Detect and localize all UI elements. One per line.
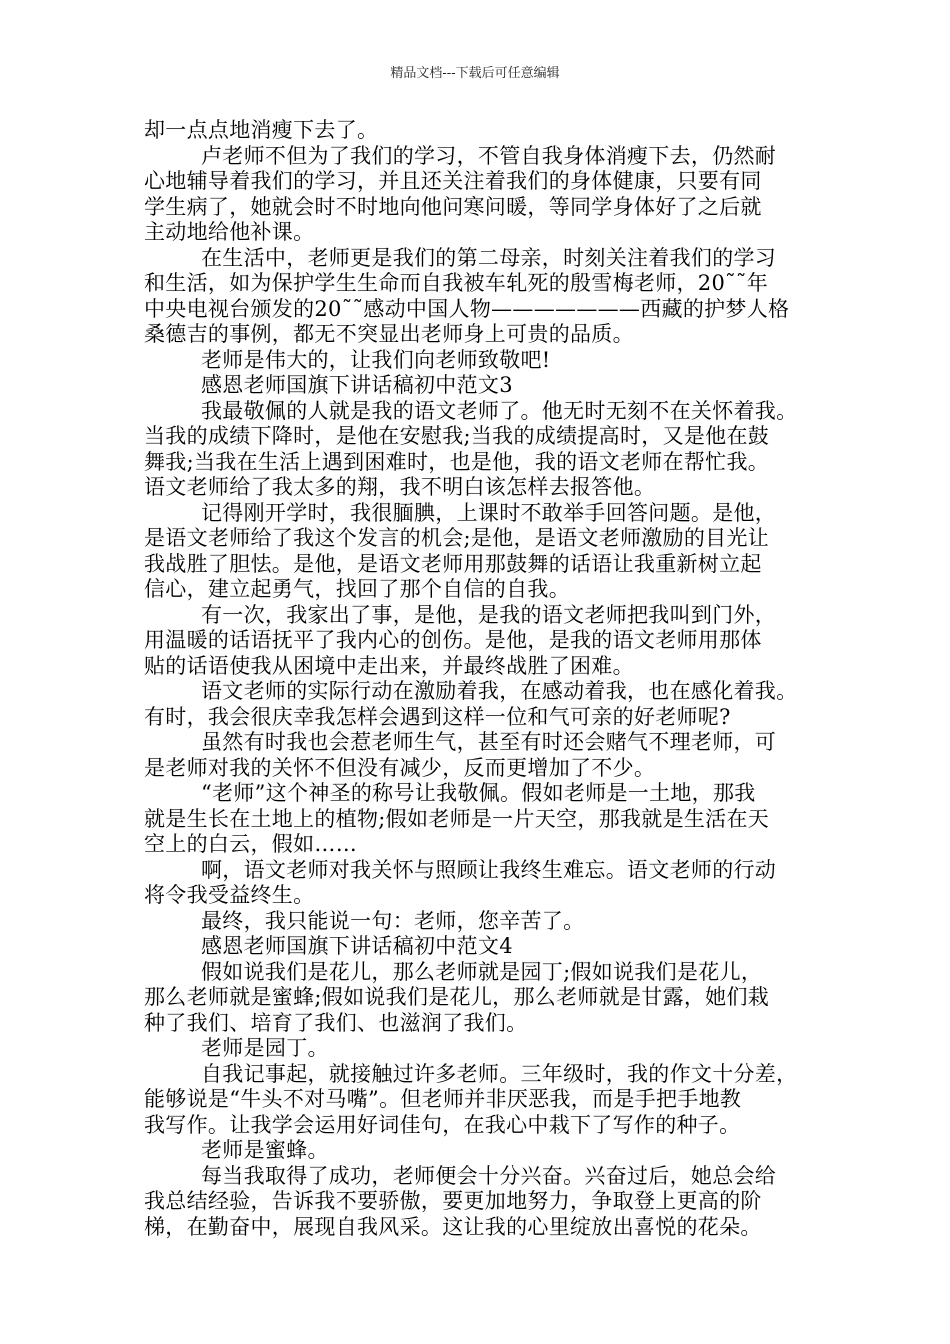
text-line: 种了我们、培育了我们、也滋润了我们。 xyxy=(144,1010,528,1035)
text-line: 就是生长在土地上的植物;假如老师是一片天空，那我就是生活在天 xyxy=(144,806,770,831)
text-line: 虽然有时我也会惹老师生气，甚至有时还会赌气不理老师，可 xyxy=(201,730,777,754)
page-header: 精品文档---下载后可任意编辑 xyxy=(390,66,560,81)
text-line: 中央电视台颁发的20˜˜感动中国人物———————西藏的护梦人格 xyxy=(144,296,790,321)
text-line: 在生活中，老师更是我们的第二母亲，时刻关注着我们的学习 xyxy=(201,245,777,270)
text-line: 和生活，如为保护学生生命而自我被车轧死的殷雪梅老师，20˜˜年 xyxy=(144,271,769,295)
text-line: 语文老师给了我太多的翔，我不明白该怎样去报答他。 xyxy=(144,475,656,499)
text-line: 学生病了，她就会时不时地向他问寒问暖，等同学身体好了之后就 xyxy=(144,194,762,219)
text-line: 有一次，我家出了事，是他，是我的语文老师把我叫到门外， xyxy=(201,602,777,627)
text-line: 用温暖的话语抚平了我内心的创伤。是他，是我的语文老师用那体 xyxy=(144,628,762,652)
text-line: 假如说我们是花儿，那么老师就是园丁;假如说我们是花儿， xyxy=(201,959,763,984)
text-line: 我最敬佩的人就是我的语文老师了。他无时无刻不在关怀着我。 xyxy=(201,398,798,423)
text-line: 感恩老师国旗下讲话稿初中范文4 xyxy=(201,934,513,958)
text-line: 自我记事起，就接触过许多老师。三年级时，我的作文十分差， xyxy=(201,1061,798,1086)
text-line: 语文老师的实际行动在激励着我，在感动着我，也在感化着我。 xyxy=(201,679,798,703)
text-line: 能够说是“牛头不对马嘴”。但老师并非厌恶我，而是手把手地教 xyxy=(144,1087,742,1111)
text-line: 桑德吉的事例，都无不突显出老师身上可贵的品质。 xyxy=(144,322,634,346)
text-line: 最终，我只能说一句：老师，您辛苦了。 xyxy=(201,908,585,933)
text-line: 啊，语文老师对我关怀与照顾让我终生难忘。语文老师的行动 xyxy=(201,857,777,882)
text-line: 将令我受益终生。 xyxy=(144,883,315,907)
text-line: 我写作。让我学会运用好词佳句，在我心中栽下了写作的种子。 xyxy=(144,1112,741,1137)
text-line: 是语文老师给了我这个发言的机会;是他，是语文老师激励的目光让 xyxy=(144,526,770,550)
text-line: 感恩老师国旗下讲话稿初中范文3 xyxy=(201,373,513,397)
text-line: 当我的成绩下降时，是他在安慰我;当我的成绩提高时，又是他在鼓 xyxy=(144,424,770,448)
text-line: “老师”这个神圣的称号让我敬佩。假如老师是一土地，那我 xyxy=(201,781,756,805)
text-line: 是老师对我的关怀不但没有减少，反而更增加了不少。 xyxy=(144,755,656,780)
text-line: 梯，在勤奋中，展现自我风采。这让我的心里绽放出喜悦的花朵。 xyxy=(144,1214,762,1239)
text-line: 我总结经验，告诉我不要骄傲，要更加地努力，争取登上更高的阶 xyxy=(144,1189,762,1213)
text-line: 老师是园丁。 xyxy=(201,1036,329,1060)
text-line: 却一点点地消瘦下去了。 xyxy=(144,118,379,142)
body-text xyxy=(144,118,812,1240)
text-line: 主动地给他补课。 xyxy=(144,220,315,244)
text-line: 心地辅导着我们的学习，并且还关注着我们的身体健康，只要有同 xyxy=(144,169,762,193)
text-line: 老师是伟大的，让我们向老师致敬吧! xyxy=(201,347,551,372)
text-line: 每当我取得了成功，老师便会十分兴奋。兴奋过后，她总会给 xyxy=(201,1163,777,1188)
text-line: 那么老师就是蜜蜂;假如说我们是花儿，那么老师就是甘露，她们栽 xyxy=(144,985,770,1009)
text-line: 老师是蜜蜂。 xyxy=(201,1138,329,1162)
text-line: 舞我;当我在生活上遇到困难时，也是他，我的语文老师在帮忙我。 xyxy=(144,449,770,474)
text-line: 信心，建立起勇气，找回了那个自信的自我。 xyxy=(144,577,570,601)
text-line: 贴的话语使我从困境中走出来，并最终战胜了困难。 xyxy=(144,653,634,678)
text-line: 有时，我会很庆幸我怎样会遇到这样一位和气可亲的好老师呢? xyxy=(144,704,731,729)
text-line: 我战胜了胆怯。是他，是语文老师用那鼓舞的话语让我重新树立起 xyxy=(144,551,762,576)
text-line: 卢老师不但为了我们的学习，不管自我身体消瘦下去，仍然耐 xyxy=(201,143,777,168)
text-line: 空上的白云，假如…… xyxy=(144,832,357,856)
text-line: 记得刚开学时，我很腼腆，上课时不敢举手回答问题。是他， xyxy=(201,500,777,525)
